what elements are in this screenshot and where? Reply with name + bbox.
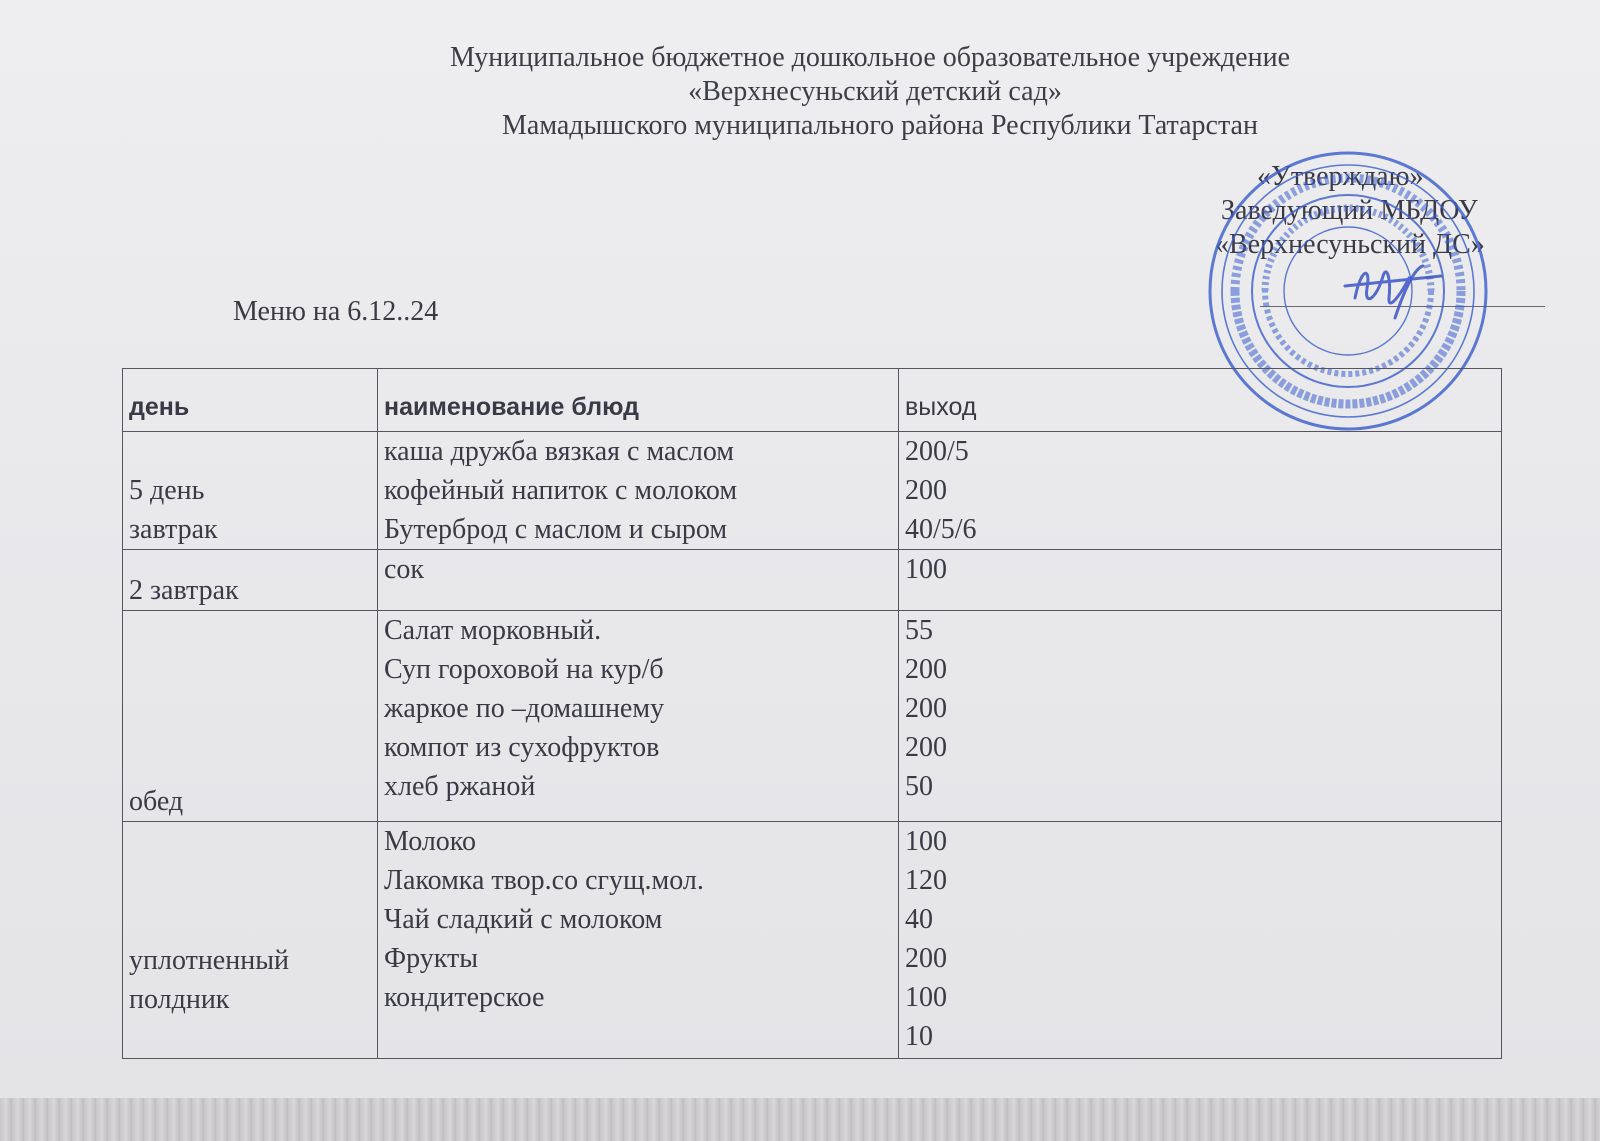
spacer	[129, 1019, 371, 1058]
dish-item: жаркое по –домашнему	[384, 693, 665, 724]
dish-item: кофейный напиток с молоком	[384, 475, 738, 506]
header-output: выход	[899, 369, 1502, 432]
dish-item: Фрукты	[384, 943, 479, 974]
approval-block	[1215, 160, 1485, 262]
output-value: 55	[905, 615, 933, 646]
meal-cell	[123, 550, 378, 611]
dish-cell	[378, 822, 899, 1059]
header-dish-name: наименование блюд	[378, 369, 899, 432]
dish-item: Бутерброд с маслом и сыром	[384, 514, 728, 545]
output-cell	[899, 550, 1502, 611]
table-row	[123, 432, 1502, 550]
header-day: день	[123, 369, 378, 432]
dish-item: Чай сладкий с молоком	[384, 904, 663, 935]
output-value: 120	[905, 865, 947, 896]
output-cell	[899, 611, 1502, 822]
dish-item: кондитерское	[384, 982, 545, 1013]
table-row	[123, 550, 1502, 611]
output-cell	[899, 822, 1502, 1059]
approval-title: «Утверждаю»	[1257, 161, 1424, 192]
menu-title: Меню на 6.12..24	[233, 296, 439, 327]
dish-cell	[378, 550, 899, 611]
organization-name-line-2: «Верхнесуньский детский сад»	[688, 76, 1062, 107]
meal-cell	[123, 432, 378, 550]
meal-label-line: 5 день	[129, 475, 205, 506]
organization-name-line-1: Муниципальное бюджетное дошкольное образовательное учреждение	[450, 42, 1290, 73]
meal-label-line: обед	[129, 786, 184, 817]
dish-item: компот из сухофруктов	[384, 732, 660, 763]
output-value: 50	[905, 771, 933, 802]
output-value: 40	[905, 904, 933, 935]
output-value: 200	[905, 654, 947, 685]
output-value: 200	[905, 475, 947, 506]
meal-label-line: полдник	[129, 984, 230, 1015]
dish-item: каша дружба вязкая с маслом	[384, 436, 734, 467]
dish-cell	[378, 611, 899, 822]
organization-name-line-3: Мамадышского муниципального района Республики Татарстан	[502, 110, 1258, 141]
dish-cell	[378, 432, 899, 550]
menu-table	[122, 368, 1502, 1059]
signature-line	[1260, 306, 1545, 307]
dish-item: сок	[384, 554, 425, 585]
output-cell	[899, 432, 1502, 550]
dish-item: Салат морковный.	[384, 615, 602, 646]
approval-institution: «Верхнесуньский ДС»	[1215, 229, 1485, 260]
meal-cell	[123, 822, 378, 1059]
output-value: 40/5/6	[905, 514, 977, 545]
dish-item: Молоко	[384, 826, 476, 857]
dish-item: Лакомка твор.со сгущ.мол.	[384, 865, 704, 896]
approval-position: Заведующий МБДОУ	[1221, 195, 1478, 226]
output-value: 200	[905, 732, 947, 763]
meal-label-line: уплотненный	[129, 945, 290, 976]
dish-item: хлеб ржаной	[384, 771, 536, 802]
background-surface	[0, 1098, 1600, 1141]
meal-label-line: завтрак	[129, 514, 218, 545]
output-value: 100	[905, 554, 947, 585]
output-value: 200	[905, 943, 947, 974]
table-row	[123, 822, 1502, 1059]
output-value: 200/5	[905, 436, 969, 467]
table-header-row	[123, 369, 1502, 432]
meal-cell	[123, 611, 378, 822]
dish-item: Суп гороховой на кур/б	[384, 654, 664, 685]
output-value: 100	[905, 982, 947, 1013]
meal-label-line: 2 завтрак	[129, 575, 239, 606]
output-value: 200	[905, 693, 947, 724]
table-row	[123, 611, 1502, 822]
output-value: 10	[905, 1021, 933, 1052]
output-value: 100	[905, 826, 947, 857]
